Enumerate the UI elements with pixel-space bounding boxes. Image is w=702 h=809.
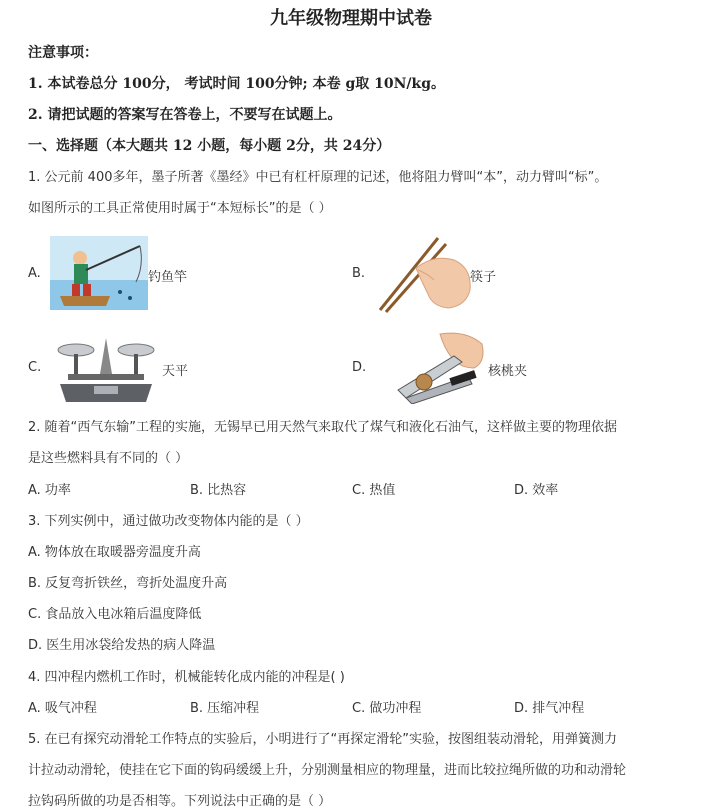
q1-option-a-label: 钓鱼竿 <box>148 270 188 285</box>
fishing-rod-icon <box>50 236 148 310</box>
q5-stem-line1: 5. 在已有探究动滑轮工作特点的实验后，小明进行了“再探定滑轮”实验，按图组装动滑轮，用弹簧测力 <box>28 732 618 747</box>
q2-stem-line2: 是这些燃料具有不同的（ ） <box>28 451 189 466</box>
q1-option-d-letter: D. <box>352 360 367 375</box>
notice-item-2: 2. 请把试题的答案写在答卷上，不要写在试题上。 <box>28 107 342 123</box>
section-heading: 一、选择题（本大题共 12 小题，每小题 2分，共 24分） <box>28 138 391 154</box>
q1-option-c-letter: C. <box>28 360 42 375</box>
q2-option-b: B. 比热容 <box>190 483 247 498</box>
q1-stem-line2: 如图所示的工具正常使用时属于“本短标长”的是（ ） <box>28 201 332 216</box>
q1-option-b-letter: B. <box>352 266 366 281</box>
q2-option-c: C. 热值 <box>352 483 396 498</box>
q1-stem-line1: 1. 公元前 400多年，墨子所著《墨经》中已有杠杆原理的记述，他将阻力臂叫“本”，动力臂叫“标”。 <box>28 170 608 185</box>
q2-stem-line1: 2. 随着“西气东输”工程的实施，无锡早已用天然气来取代了煤气和液化石油气，这样做主要的物理依据 <box>28 420 618 435</box>
notice-heading: 注意事项： <box>28 45 98 61</box>
balance-scale-icon <box>54 330 158 406</box>
q2-option-a: A. 功率 <box>28 483 71 498</box>
page-title: 九年级物理期中试卷 <box>270 8 432 29</box>
q3-stem: 3. 下列实例中，通过做功改变物体内能的是（ ） <box>28 514 309 529</box>
q4-option-c: C. 做功冲程 <box>352 701 422 716</box>
q5-stem-line2: 计拉动动滑轮，使挂在它下面的钩码缓缓上升，分别测量相应的物理量，进而比较拉绳所做的功和动滑轮 <box>28 763 627 778</box>
q3-option-a: A. 物体放在取暖器旁温度升高 <box>28 545 201 560</box>
q4-option-d: D. 排气冲程 <box>514 701 585 716</box>
q2-option-d: D. 效率 <box>514 483 559 498</box>
nutcracker-icon <box>394 328 486 404</box>
q1-option-c-label: 天平 <box>162 364 189 379</box>
q3-option-c: C. 食品放入电冰箱后温度降低 <box>28 607 202 622</box>
q4-stem: 4. 四冲程内燃机工作时，机械能转化成内能的冲程是( ) <box>28 670 345 685</box>
q3-option-d: D. 医生用冰袋给发热的病人降温 <box>28 638 216 653</box>
q1-option-d-label: 核桃夹 <box>488 364 528 379</box>
q5-stem-line3: 拉钩码所做的功是否相等。下列说法中正确的是（ ） <box>28 794 332 809</box>
q1-option-a-letter: A. <box>28 266 41 281</box>
q4-option-a: A. 吸气冲程 <box>28 701 97 716</box>
notice-item-1: 1. 本试卷总分 100分， 考试时间 100分钟; 本卷 g取 10N/kg。 <box>28 76 446 92</box>
q1-option-b-label: 筷子 <box>470 270 497 285</box>
chopsticks-icon <box>376 234 472 314</box>
q4-option-b: B. 压缩冲程 <box>190 701 260 716</box>
q3-option-b: B. 反复弯折铁丝，弯折处温度升高 <box>28 576 228 591</box>
